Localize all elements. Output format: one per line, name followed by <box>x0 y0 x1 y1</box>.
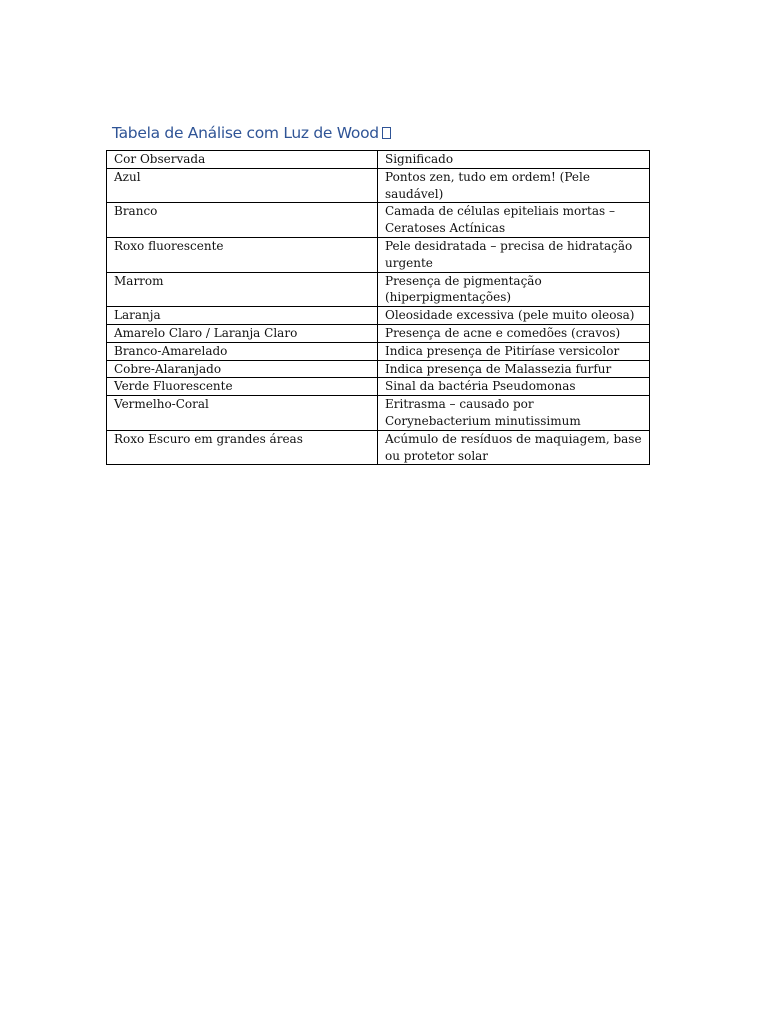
color-cell: Vermelho-Coral <box>107 396 378 431</box>
color-cell: Amarelo Claro / Laranja Claro <box>107 324 378 342</box>
missing-glyph-icon <box>382 127 391 139</box>
meaning-cell: Eritrasma – causado por Corynebacterium minutissimum <box>378 396 650 431</box>
table-row <box>107 396 650 431</box>
table-row <box>107 342 650 360</box>
table-row <box>107 360 650 378</box>
document-title <box>112 124 391 142</box>
wood-lamp-analysis-table <box>106 150 650 465</box>
table-row <box>107 324 650 342</box>
table-row <box>107 272 650 307</box>
meaning-cell: Presença de pigmentação (hiperpigmentações) <box>378 272 650 307</box>
color-cell: Azul <box>107 168 378 203</box>
meaning-cell: Presença de acne e comedões (cravos) <box>378 324 650 342</box>
header-cor-observada: Cor Observada <box>107 151 378 169</box>
color-cell: Branco-Amarelado <box>107 342 378 360</box>
meaning-cell: Indica presença de Pitiríase versicolor <box>378 342 650 360</box>
color-cell: Cobre-Alaranjado <box>107 360 378 378</box>
table-row <box>107 237 650 272</box>
header-significado: Significado <box>378 151 650 169</box>
color-cell: Laranja <box>107 307 378 325</box>
table-row <box>107 430 650 465</box>
color-cell: Verde Fluorescente <box>107 378 378 396</box>
table-row <box>107 203 650 238</box>
table-header-row <box>107 151 650 169</box>
color-cell: Marrom <box>107 272 378 307</box>
meaning-cell: Oleosidade excessiva (pele muito oleosa) <box>378 307 650 325</box>
meaning-cell: Pele desidratada – precisa de hidratação urgente <box>378 237 650 272</box>
color-cell: Roxo Escuro em grandes áreas <box>107 430 378 465</box>
table-row <box>107 307 650 325</box>
table-row <box>107 378 650 396</box>
meaning-cell: Sinal da bactéria Pseudomonas <box>378 378 650 396</box>
meaning-cell: Camada de células epiteliais mortas – Ceratoses Actínicas <box>378 203 650 238</box>
meaning-cell: Acúmulo de resíduos de maquiagem, base ou protetor solar <box>378 430 650 465</box>
color-cell: Branco <box>107 203 378 238</box>
table-row <box>107 168 650 203</box>
color-cell: Roxo fluorescente <box>107 237 378 272</box>
meaning-cell: Indica presença de Malassezia furfur <box>378 360 650 378</box>
document-title-text: Tabela de Análise com Luz de Wood <box>112 124 379 142</box>
meaning-cell: Pontos zen, tudo em ordem! (Pele saudável) <box>378 168 650 203</box>
